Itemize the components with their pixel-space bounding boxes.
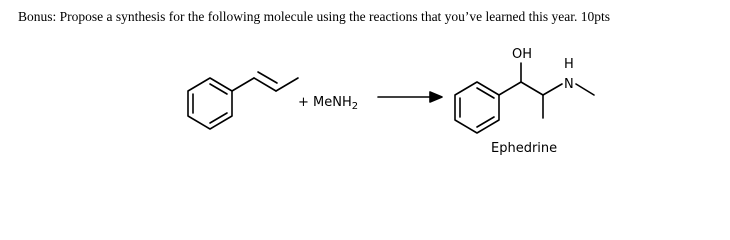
product-side-chain [499, 63, 594, 118]
amine-nitrogen-label: N [564, 77, 574, 92]
reactant-benzene-ring [188, 78, 232, 129]
reactant-propenyl-chain [232, 72, 298, 91]
bonus-question-text: Bonus: Propose a synthesis for the following molecule using the reactions that you’ve learned this year. 10pts [18, 9, 611, 24]
product-benzene-ring [455, 82, 499, 133]
reaction-arrow [378, 92, 442, 102]
reagent-label: + MeNH$_2$ [298, 95, 359, 112]
hydroxyl-label: OH [512, 47, 533, 62]
amine-hydrogen-label: H [564, 57, 574, 72]
product-name-label: Ephedrine [491, 141, 558, 156]
